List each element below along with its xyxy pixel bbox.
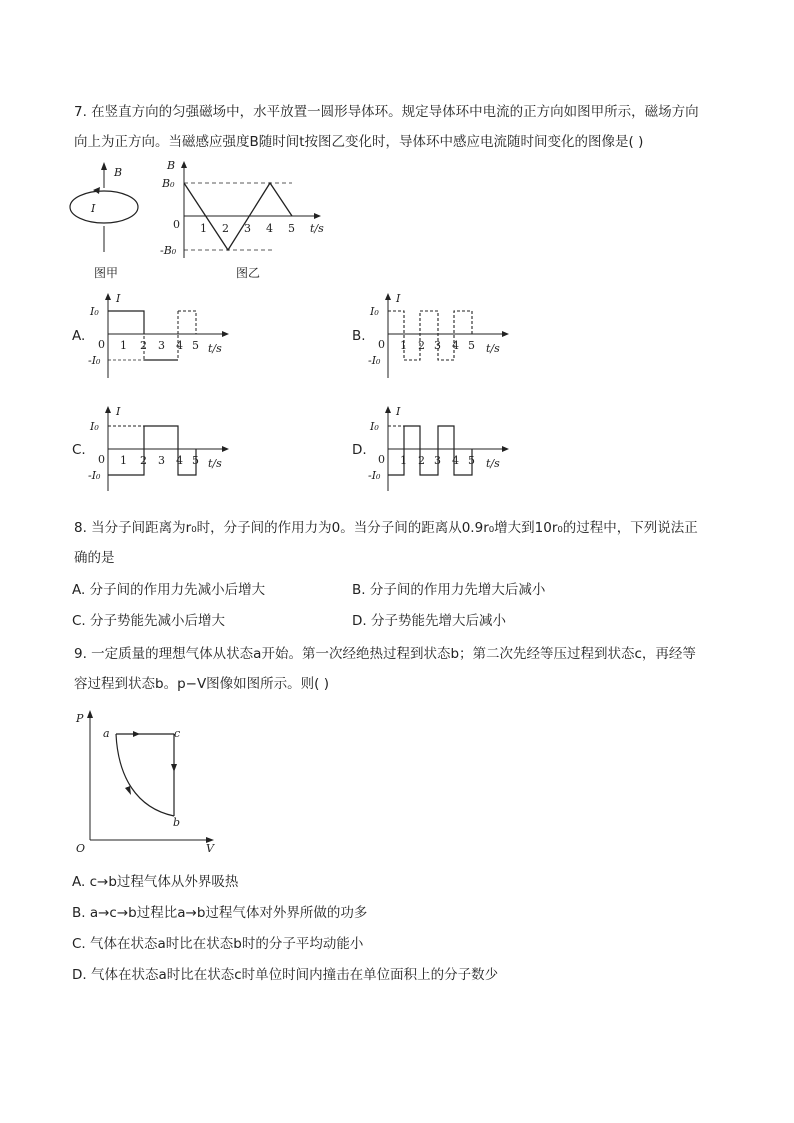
option-c-origin: 0 — [98, 453, 105, 466]
option-d-tick-4: 4 — [452, 454, 459, 467]
q9-p-axis-label: P — [76, 712, 84, 725]
fig-yi-tick-1: 1 — [200, 222, 207, 235]
option-a-tick-5: 5 — [192, 339, 199, 352]
q9-point-b: b — [173, 816, 181, 829]
q9-option-a[interactable]: A. c→b过程气体从外界吸热 — [72, 874, 239, 890]
q8-option-a[interactable]: A. 分子间的作用力先减小后增大 — [72, 582, 266, 598]
q8-option-d[interactable]: D. 分子势能先增大后减小 — [352, 613, 506, 629]
fig-jia-ring-diagram — [64, 160, 154, 260]
option-d-tick-2: 2 — [418, 454, 425, 467]
q8-stem-line1: 8. 当分子间距离为r₀时，分子间的作用力为0。当分子间的距离从0.9r₀增大到10r₀的过程中，下列说法正 — [74, 520, 698, 536]
option-a-y-label: I — [116, 292, 121, 305]
q7-option-a-graph[interactable] — [88, 290, 238, 382]
option-c-neg-i0: -I₀ — [88, 469, 101, 482]
q9-v-axis-label: V — [206, 842, 214, 855]
fig-jia-b-label: B — [114, 166, 123, 179]
q9-origin-label: O — [76, 842, 86, 855]
option-c-y-label: I — [116, 405, 121, 418]
option-d-i0: I₀ — [370, 420, 379, 433]
q7-stem-line2: 向上为正方向。当磁感应强度B随时间t按图乙变化时，导体环中感应电流随时间变化的图像是( ) — [74, 134, 644, 150]
option-d-x-label: t/s — [486, 457, 500, 470]
q9-point-c: c — [174, 727, 181, 740]
option-b-tick-2: 2 — [418, 339, 425, 352]
option-b-y-label: I — [396, 292, 401, 305]
fig-yi-neg-b0-label: -B₀ — [160, 244, 177, 257]
fig-yi-tick-3: 3 — [244, 222, 251, 235]
option-c-tick-5: 5 — [192, 454, 199, 467]
q7-option-c-graph[interactable] — [88, 403, 238, 495]
q8-stem-line2: 确的是 — [74, 550, 115, 566]
fig-yi-caption: 图乙 — [236, 266, 261, 280]
option-a-i0: I₀ — [90, 305, 99, 318]
fig-yi-b-t-graph — [160, 158, 330, 266]
option-c-x-label: t/s — [208, 457, 222, 470]
fig-jia-i-label: I — [91, 202, 96, 215]
option-d-tick-3: 3 — [434, 454, 441, 467]
fig-yi-y-axis-label: B — [167, 159, 176, 172]
option-c-tick-4: 4 — [176, 454, 183, 467]
option-d-neg-i0: -I₀ — [368, 469, 381, 482]
q9-option-d[interactable]: D. 气体在状态a时比在状态c时单位时间内撞击在单位面积上的分子数少 — [72, 967, 499, 983]
q9-option-b[interactable]: B. a→c→b过程比a→b过程气体对外界所做的功多 — [72, 905, 368, 921]
q7-option-c-label[interactable]: C. — [72, 442, 86, 458]
option-a-neg-i0: -I₀ — [88, 354, 101, 367]
q7-stem-line1: 7. 在竖直方向的匀强磁场中，水平放置一圆形导体环。规定导体环中电流的正方向如图甲所示，磁场方向 — [74, 104, 699, 120]
q7-option-b-label[interactable]: B. — [352, 328, 366, 344]
option-a-tick-1: 1 — [120, 339, 127, 352]
option-b-tick-5: 5 — [468, 339, 475, 352]
option-b-tick-3: 3 — [434, 339, 441, 352]
option-a-x-label: t/s — [208, 342, 222, 355]
option-a-tick-4: 4 — [176, 339, 183, 352]
q9-point-a: a — [103, 727, 110, 740]
q7-option-b-graph[interactable] — [368, 290, 518, 382]
q9-stem-line1: 9. 一定质量的理想气体从状态a开始。第一次经绝热过程到状态b；第二次先经等压过程到状态c，再经等 — [74, 646, 696, 662]
q9-option-c[interactable]: C. 气体在状态a时比在状态b时的分子平均动能小 — [72, 936, 364, 952]
fig-yi-b0-label: B₀ — [162, 177, 175, 190]
option-c-tick-1: 1 — [120, 454, 127, 467]
q7-option-d-graph[interactable] — [368, 403, 518, 495]
option-c-i0: I₀ — [90, 420, 99, 433]
option-b-tick-1: 1 — [400, 339, 407, 352]
fig-yi-x-axis-label: t/s — [310, 222, 324, 235]
q9-pv-graph — [70, 706, 230, 856]
option-a-tick-2: 2 — [140, 339, 147, 352]
option-b-neg-i0: -I₀ — [368, 354, 381, 367]
fig-yi-tick-5: 5 — [288, 222, 295, 235]
option-a-tick-3: 3 — [158, 339, 165, 352]
q8-option-b[interactable]: B. 分子间的作用力先增大后减小 — [352, 582, 546, 598]
q9-stem-line2: 容过程到状态b。p−V图像如图所示。则( ) — [74, 676, 330, 692]
option-d-tick-5: 5 — [468, 454, 475, 467]
fig-yi-tick-2: 2 — [222, 222, 229, 235]
option-b-origin: 0 — [378, 338, 385, 351]
q7-option-a-label[interactable]: A. — [72, 328, 86, 344]
option-b-tick-4: 4 — [452, 339, 459, 352]
option-d-tick-1: 1 — [400, 454, 407, 467]
fig-yi-tick-4: 4 — [266, 222, 273, 235]
fig-yi-origin-label: 0 — [173, 218, 180, 231]
option-d-origin: 0 — [378, 453, 385, 466]
q8-option-c[interactable]: C. 分子势能先减小后增大 — [72, 613, 226, 629]
fig-jia-caption: 图甲 — [94, 266, 119, 280]
option-b-x-label: t/s — [486, 342, 500, 355]
option-b-i0: I₀ — [370, 305, 379, 318]
q7-option-d-label[interactable]: D. — [352, 442, 367, 458]
option-c-tick-3: 3 — [158, 454, 165, 467]
option-d-y-label: I — [396, 405, 401, 418]
option-c-tick-2: 2 — [140, 454, 147, 467]
option-a-origin: 0 — [98, 338, 105, 351]
